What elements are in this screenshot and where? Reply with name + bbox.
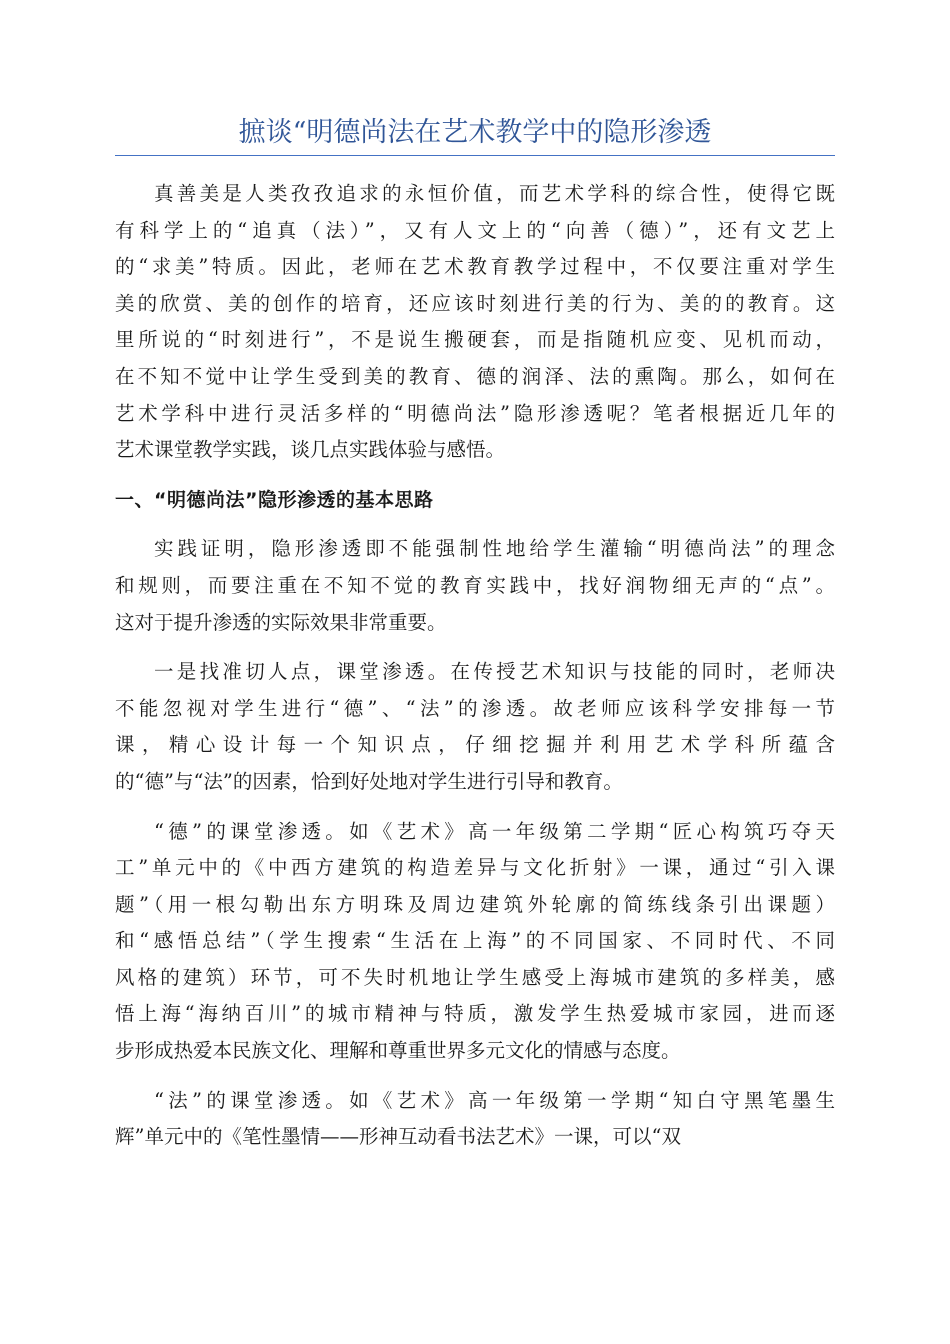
paragraph-line: 悟上海“海纳百川”的城市精神与特质，激发学生热爱城市家园，进而逐: [115, 1002, 835, 1026]
paragraph-line: 实践证明，隐形渗透即不能强制性地给学生灌输“明德尚法”的理念: [154, 537, 835, 561]
paragraph-line: 有科学上的“追真（法）”，又有人文上的“向善（德）”，还有文艺上: [115, 218, 835, 242]
paragraph-line: “法”的课堂渗透。如《艺术》高一年级第一学期“知白守黑笔墨生: [154, 1088, 835, 1112]
paragraph-line: 艺术学科中进行灵活多样的“明德尚法”隐形渗透呢？笔者根据近几年的: [115, 401, 835, 425]
document-body: [115, 176, 835, 1169]
paragraph-line: 不能忽视对学生进行“德”、“法”的渗透。故老师应该科学安排每一节: [115, 696, 835, 720]
paragraph-line: 一是找准切人点，课堂渗透。在传授艺术知识与技能的同时，老师决: [154, 660, 835, 684]
paragraph-line: 的“求美”特质。因此，老师在艺术教育教学过程中，不仅要注重对学生: [115, 255, 835, 279]
paragraph-line: 工”单元中的《中西方建筑的构造差异与文化折射》一课，通过“引入课: [115, 856, 835, 880]
paragraph-line: 和规则，而要注重在不知不觉的教育实践中，找好润物细无声的“点”。: [115, 573, 835, 597]
paragraph-line: 真善美是人类孜孜追求的永恒价值，而艺术学科的综合性，使得它既: [154, 182, 835, 205]
paragraph-line: 课，精心设计每一个知识点，仔细挖掘并利用艺术学科所蕴含: [115, 733, 835, 757]
paragraph-line: 在不知不觉中让学生受到美的教育、德的润泽、法的熏陶。那么，如何在: [115, 364, 835, 388]
paragraph: [115, 654, 835, 800]
paragraph-line: 辉”单元中的《笔性墨情——形神互动看书法艺术》一课，可以“双: [115, 1125, 681, 1149]
paragraph-line: 这对于提升渗透的实际效果非常重要。: [115, 610, 447, 634]
paragraph-intro: [115, 176, 835, 469]
paragraph-line: 的“德”与“法”的因素，恰到好处地对学生进行引导和教育。: [115, 769, 623, 793]
paragraph-line: 和“感悟总结”（学生搜索“生活在上海”的不同国家、不同时代、不同: [115, 929, 835, 953]
paragraph-line: “德”的课堂渗透。如《艺术》高一年级第二学期“匠心构筑巧夺天: [154, 819, 835, 843]
paragraph: [115, 1083, 835, 1156]
document-title: 摭谈“明德尚法在艺术教学中的隐形渗透: [238, 117, 712, 148]
section-heading: 一、“明德尚法”隐形渗透的基本思路: [115, 488, 434, 511]
title-underline: [115, 155, 835, 156]
paragraph: [115, 814, 835, 1070]
paragraph: [115, 531, 835, 641]
paragraph-line: 里所说的“时刻进行”，不是说生搬硬套，而是指随机应变、见机而动，: [115, 328, 835, 352]
section-paragraphs: [115, 531, 835, 1156]
paragraph-line: 美的欣赏、美的创作的培育，还应该时刻进行美的行为、美的的教育。这: [115, 291, 835, 315]
paragraph-line: 题”（用一根勾勒出东方明珠及周边建筑外轮廓的简练线条引出课题）: [115, 892, 835, 916]
paragraph-line: 艺术课堂教学实践，谈几点实践体验与感悟。: [115, 438, 506, 462]
paragraph-line: 步形成热爱本民族文化、理解和尊重世界多元文化的情感与态度。: [115, 1039, 681, 1063]
paragraph-line: 风格的建筑）环节，可不失时机地让学生感受上海城市建筑的多样美，感: [115, 965, 835, 989]
